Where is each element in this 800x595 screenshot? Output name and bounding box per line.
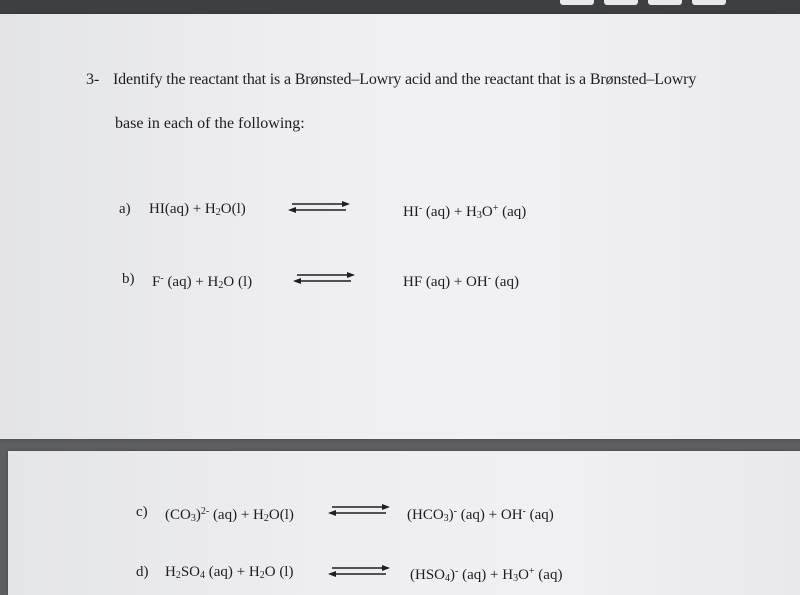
reaction-reactants: $(CO_3)^{2-}$ $(aq) + H_2O(l)$: [165, 506, 294, 524]
question-text-line-2: base in each of the following:: [115, 115, 305, 132]
document-page-1: [0, 14, 800, 439]
reaction-label: d): [136, 564, 149, 580]
reaction-label: a): [119, 201, 131, 217]
reaction-reactants: $HI(aq) + H_2O(l)$: [149, 201, 246, 218]
reaction-products: HI- $(aq) + H_3O^+$ (aq): [403, 203, 527, 221]
equilibrium-arrow-icon: [288, 201, 350, 213]
reaction-reactants: $H_2SO_4$ $(aq) + H_2O$ (l): [165, 564, 294, 581]
equilibrium-arrow-icon: [328, 565, 390, 577]
document-page-2: [8, 451, 800, 595]
reaction-products: $(HCO_3)^-$ (aq) + OH- (aq): [407, 506, 554, 524]
toolbar-tab: [604, 0, 638, 5]
reaction-products: HF (aq) + OH- (aq): [403, 273, 519, 290]
viewer-top-bar: [0, 0, 800, 14]
equilibrium-arrow-icon: [293, 272, 355, 284]
toolbar-tab: [560, 0, 594, 5]
toolbar-tab: [692, 0, 726, 5]
toolbar-tab: [648, 0, 682, 5]
reaction-label: b): [122, 271, 135, 287]
reaction-products: $(HSO_4)^-$ $(aq) + H_3O^+$ (aq): [410, 566, 563, 584]
equilibrium-arrow-icon: [328, 504, 390, 516]
question-text-line-1: Identify the reactant that is a Brønsted–Lowry acid and the reactant that is a Brønsted–Lowry: [113, 71, 697, 88]
reaction-reactants: F- $(aq) + H_2O$ (l): [152, 273, 253, 291]
question-number: 3-: [86, 71, 100, 88]
reaction-label: c): [136, 504, 148, 520]
